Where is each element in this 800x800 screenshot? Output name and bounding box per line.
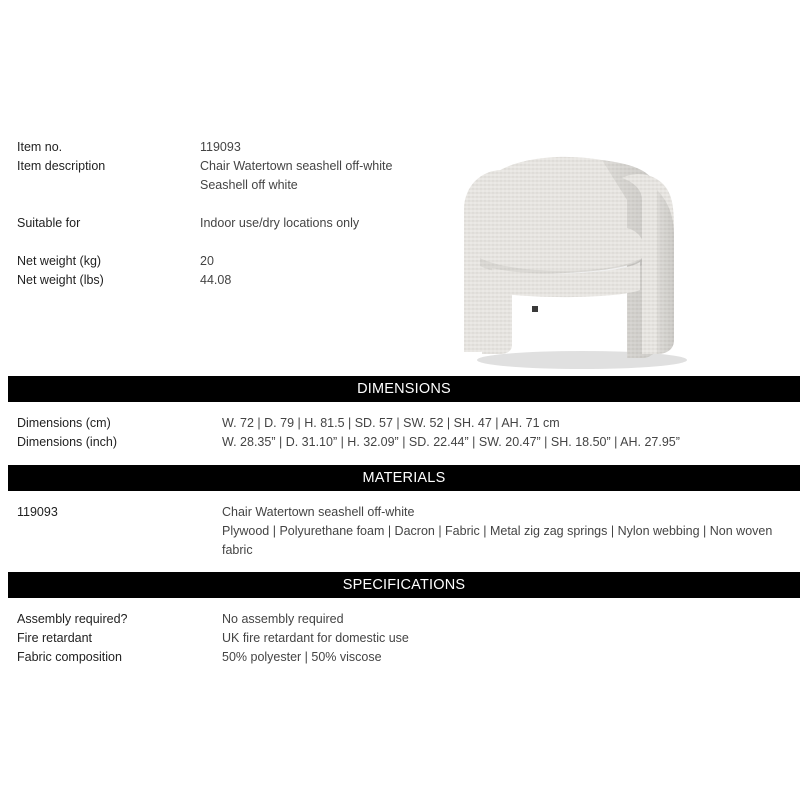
specifications-section <box>17 610 797 667</box>
weight-kg-row <box>17 252 437 271</box>
dimensions-cm-label: Dimensions (cm) <box>17 416 111 430</box>
fire-retardant-value: UK fire retardant for domestic use <box>222 631 409 645</box>
fabric-composition-row <box>17 648 797 667</box>
weight-lbs-label: Net weight (lbs) <box>17 273 104 287</box>
fabric-composition-label: Fabric composition <box>17 650 122 664</box>
dimensions-heading: DIMENSIONS <box>8 376 800 402</box>
materials-row <box>17 503 797 522</box>
product-image <box>452 140 692 375</box>
dimensions-inch-row <box>17 433 797 452</box>
specifications-heading: SPECIFICATIONS <box>8 572 800 598</box>
weight-kg-label: Net weight (kg) <box>17 254 102 268</box>
item-no-row <box>17 138 437 157</box>
item-info <box>17 138 437 290</box>
fire-retardant-label: Fire retardant <box>17 631 93 645</box>
materials-list-2: fabric <box>222 543 253 557</box>
materials-heading: MATERIALS <box>8 465 800 491</box>
materials-list-row-2 <box>17 541 797 560</box>
fire-retardant-row <box>17 629 797 648</box>
item-description-row <box>17 157 437 176</box>
materials-list: Plywood | Polyurethane foam | Dacron | Fabric | Metal zig zag springs | Nylon webbing | Non woven <box>222 524 773 538</box>
item-description-value-2: Seashell off white <box>200 178 298 192</box>
weight-lbs-value: 44.08 <box>200 273 232 287</box>
item-description-label: Item description <box>17 159 106 173</box>
item-description-value: Chair Watertown seashell off-white <box>200 159 393 173</box>
dimensions-cm-value: W. 72 | D. 79 | H. 81.5 | SD. 57 | SW. 52 | SH. 47 | AH. 71 cm <box>222 416 560 430</box>
materials-list-row <box>17 522 797 541</box>
weight-kg-value: 20 <box>200 254 214 268</box>
weight-lbs-row <box>17 271 437 290</box>
materials-section <box>17 503 797 560</box>
item-description-row-2 <box>17 176 437 195</box>
dimensions-inch-value: W. 28.35” | D. 31.10” | H. 32.09” | SD. 22.44” | SW. 20.47” | SH. 18.50” | AH. 27.95” <box>222 435 680 449</box>
assembly-label: Assembly required? <box>17 612 128 626</box>
dimensions-inch-label: Dimensions (inch) <box>17 435 118 449</box>
suitable-label: Suitable for <box>17 216 81 230</box>
assembly-value: No assembly required <box>222 612 344 626</box>
item-no-value: 119093 <box>200 140 241 154</box>
fabric-composition-value: 50% polyester | 50% viscose <box>222 650 382 664</box>
suitable-value: Indoor use/dry locations only <box>200 216 360 230</box>
dimensions-cm-row <box>17 414 797 433</box>
armchair-icon <box>452 140 692 375</box>
item-no-label: Item no. <box>17 140 63 154</box>
assembly-row <box>17 610 797 629</box>
dimensions-section <box>17 414 797 452</box>
materials-code: 119093 <box>17 505 58 519</box>
suitable-row <box>17 214 437 233</box>
materials-name: Chair Watertown seashell off-white <box>222 505 415 519</box>
